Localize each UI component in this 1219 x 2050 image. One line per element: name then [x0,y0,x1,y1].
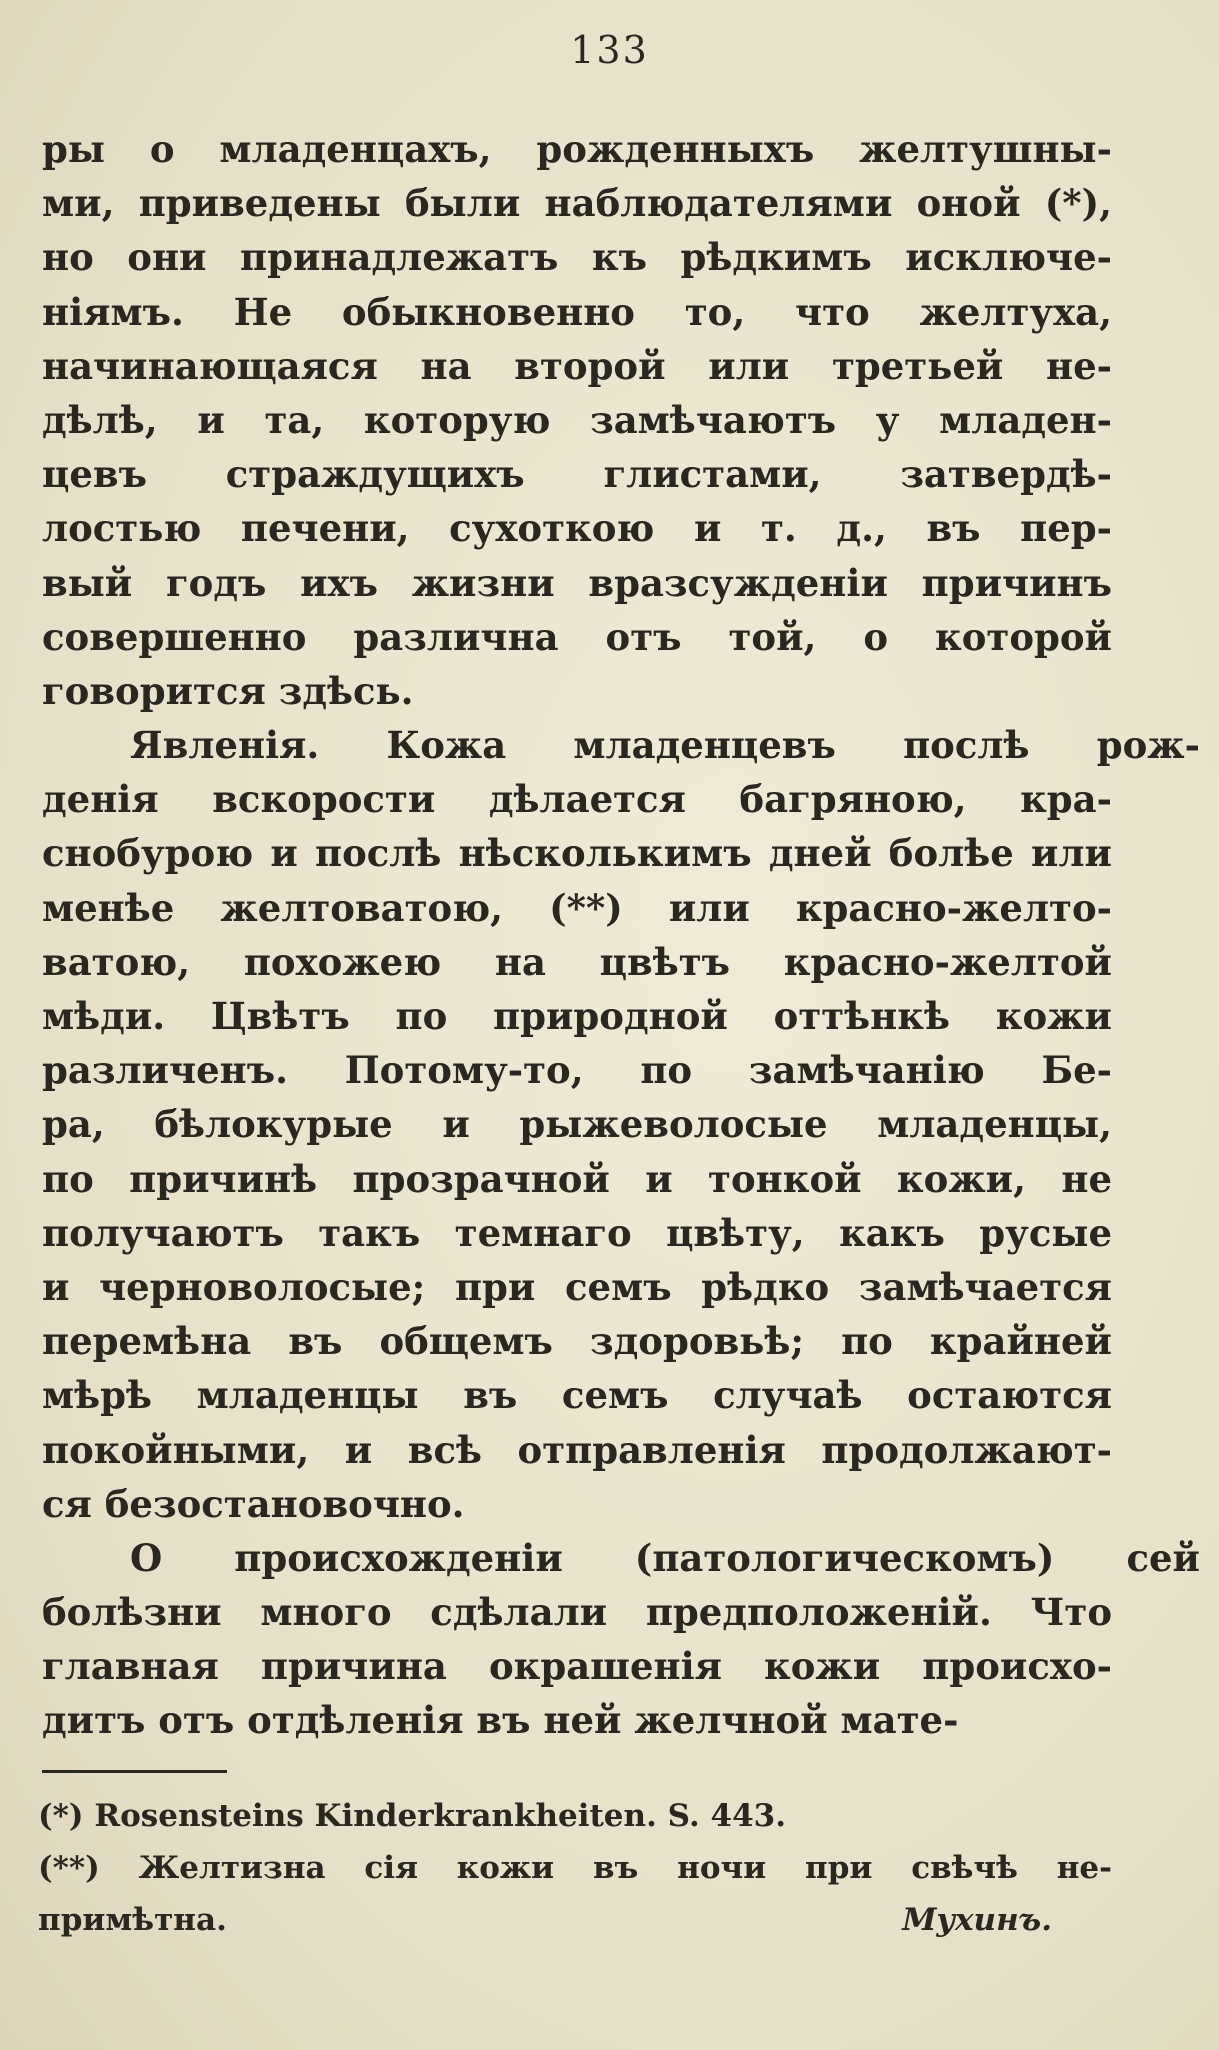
footnote-1: (*) Rosensteins Kinderkrankheiten. S. 443. [38,1798,787,1834]
paragraph [42,1531,1200,1748]
text-line: говорится здѣсь. [42,668,414,713]
text-line: мѣди. Цвѣтъ по природной оттѣнкѣ кожи [42,994,1112,1038]
body-text [42,122,1200,1748]
footnote-2-signature: Мухинъ. [902,1902,1052,1938]
text-line: но они принадлежатъ къ рѣдкимъ исключе- [42,235,1112,280]
text-line: Явленія. Кожа младенцевъ послѣ рож- [130,723,1200,768]
text-line: О происхожденіи (патологическомъ) сей [130,1535,1200,1580]
text-line: дѣлѣ, и та, которую замѣчаютъ у младен- [42,397,1112,442]
text-line: дитъ отъ отдѣленія въ ней желчной мате- [42,1698,959,1743]
text-line: ватою, похожею на цвѣтъ красно-желтой [42,939,1112,984]
text-line: ми, приведены были наблюдателями оной (*), [42,181,1112,226]
text-line: ніямъ. Не обыкновенно то, что желтуха, [42,289,1112,334]
text-line: менѣе желтоватою, (**) или красно-желто- [42,885,1112,930]
text-line: и черноволосые; при семъ рѣдко замѣчается [42,1264,1112,1309]
text-line: болѣзни много сдѣлали предположеній. Что [42,1590,1112,1635]
footnote-2-text: примѣтна. [38,1902,227,1938]
footnote-2-line-1: (**) Желтизна сія кожи въ ночи при свѣчѣ не- [38,1850,1112,1886]
page-number: 133 [570,28,649,72]
text-line: покойными, и всѣ отправленія продолжают- [42,1427,1112,1472]
text-line: перемѣна въ общемъ здоровьѣ; по крайней [42,1319,1112,1364]
text-line: мѣрѣ младенцы въ семъ случаѣ остаются [42,1373,1112,1418]
text-line: получаютъ такъ темнаго цвѣту, какъ русые [42,1210,1112,1255]
text-line: ра, бѣлокурые и рыжеволосые младенцы, [42,1102,1112,1147]
text-line: вый годъ ихъ жизни вразсужденіи причинъ [42,560,1112,605]
text-line: ры о младенцахъ, рожденныхъ желтушны- [42,127,1112,171]
text-line: снобурою и послѣ нѣсколькимъ дней болѣе или [42,831,1112,876]
text-line: по причинѣ прозрачной и тонкой кожи, не [42,1156,1112,1201]
text-line: начинающаяся на второй или третьей не- [42,343,1112,388]
text-line: совершенно различна отъ той, о которой [42,614,1112,659]
paragraph [42,718,1200,1531]
footnote-2-line-2 [38,1894,1112,1946]
paragraph [42,122,1112,718]
footnotes [38,1790,1112,1946]
text-line: главная причина окрашенія кожи происхо- [42,1644,1112,1689]
text-line: лостью печени, сухоткою и т. д., въ пер- [42,506,1112,551]
text-line: цевъ страждущихъ глистами, затвердѣ- [42,452,1112,497]
text-line: ся безостановочно. [42,1481,465,1526]
text-line: денія вскорости дѣлается багряною, кра- [42,777,1112,822]
text-line: различенъ. Потому-то, по замѣчанію Бе- [42,1048,1112,1093]
footnote-rule [42,1770,227,1773]
